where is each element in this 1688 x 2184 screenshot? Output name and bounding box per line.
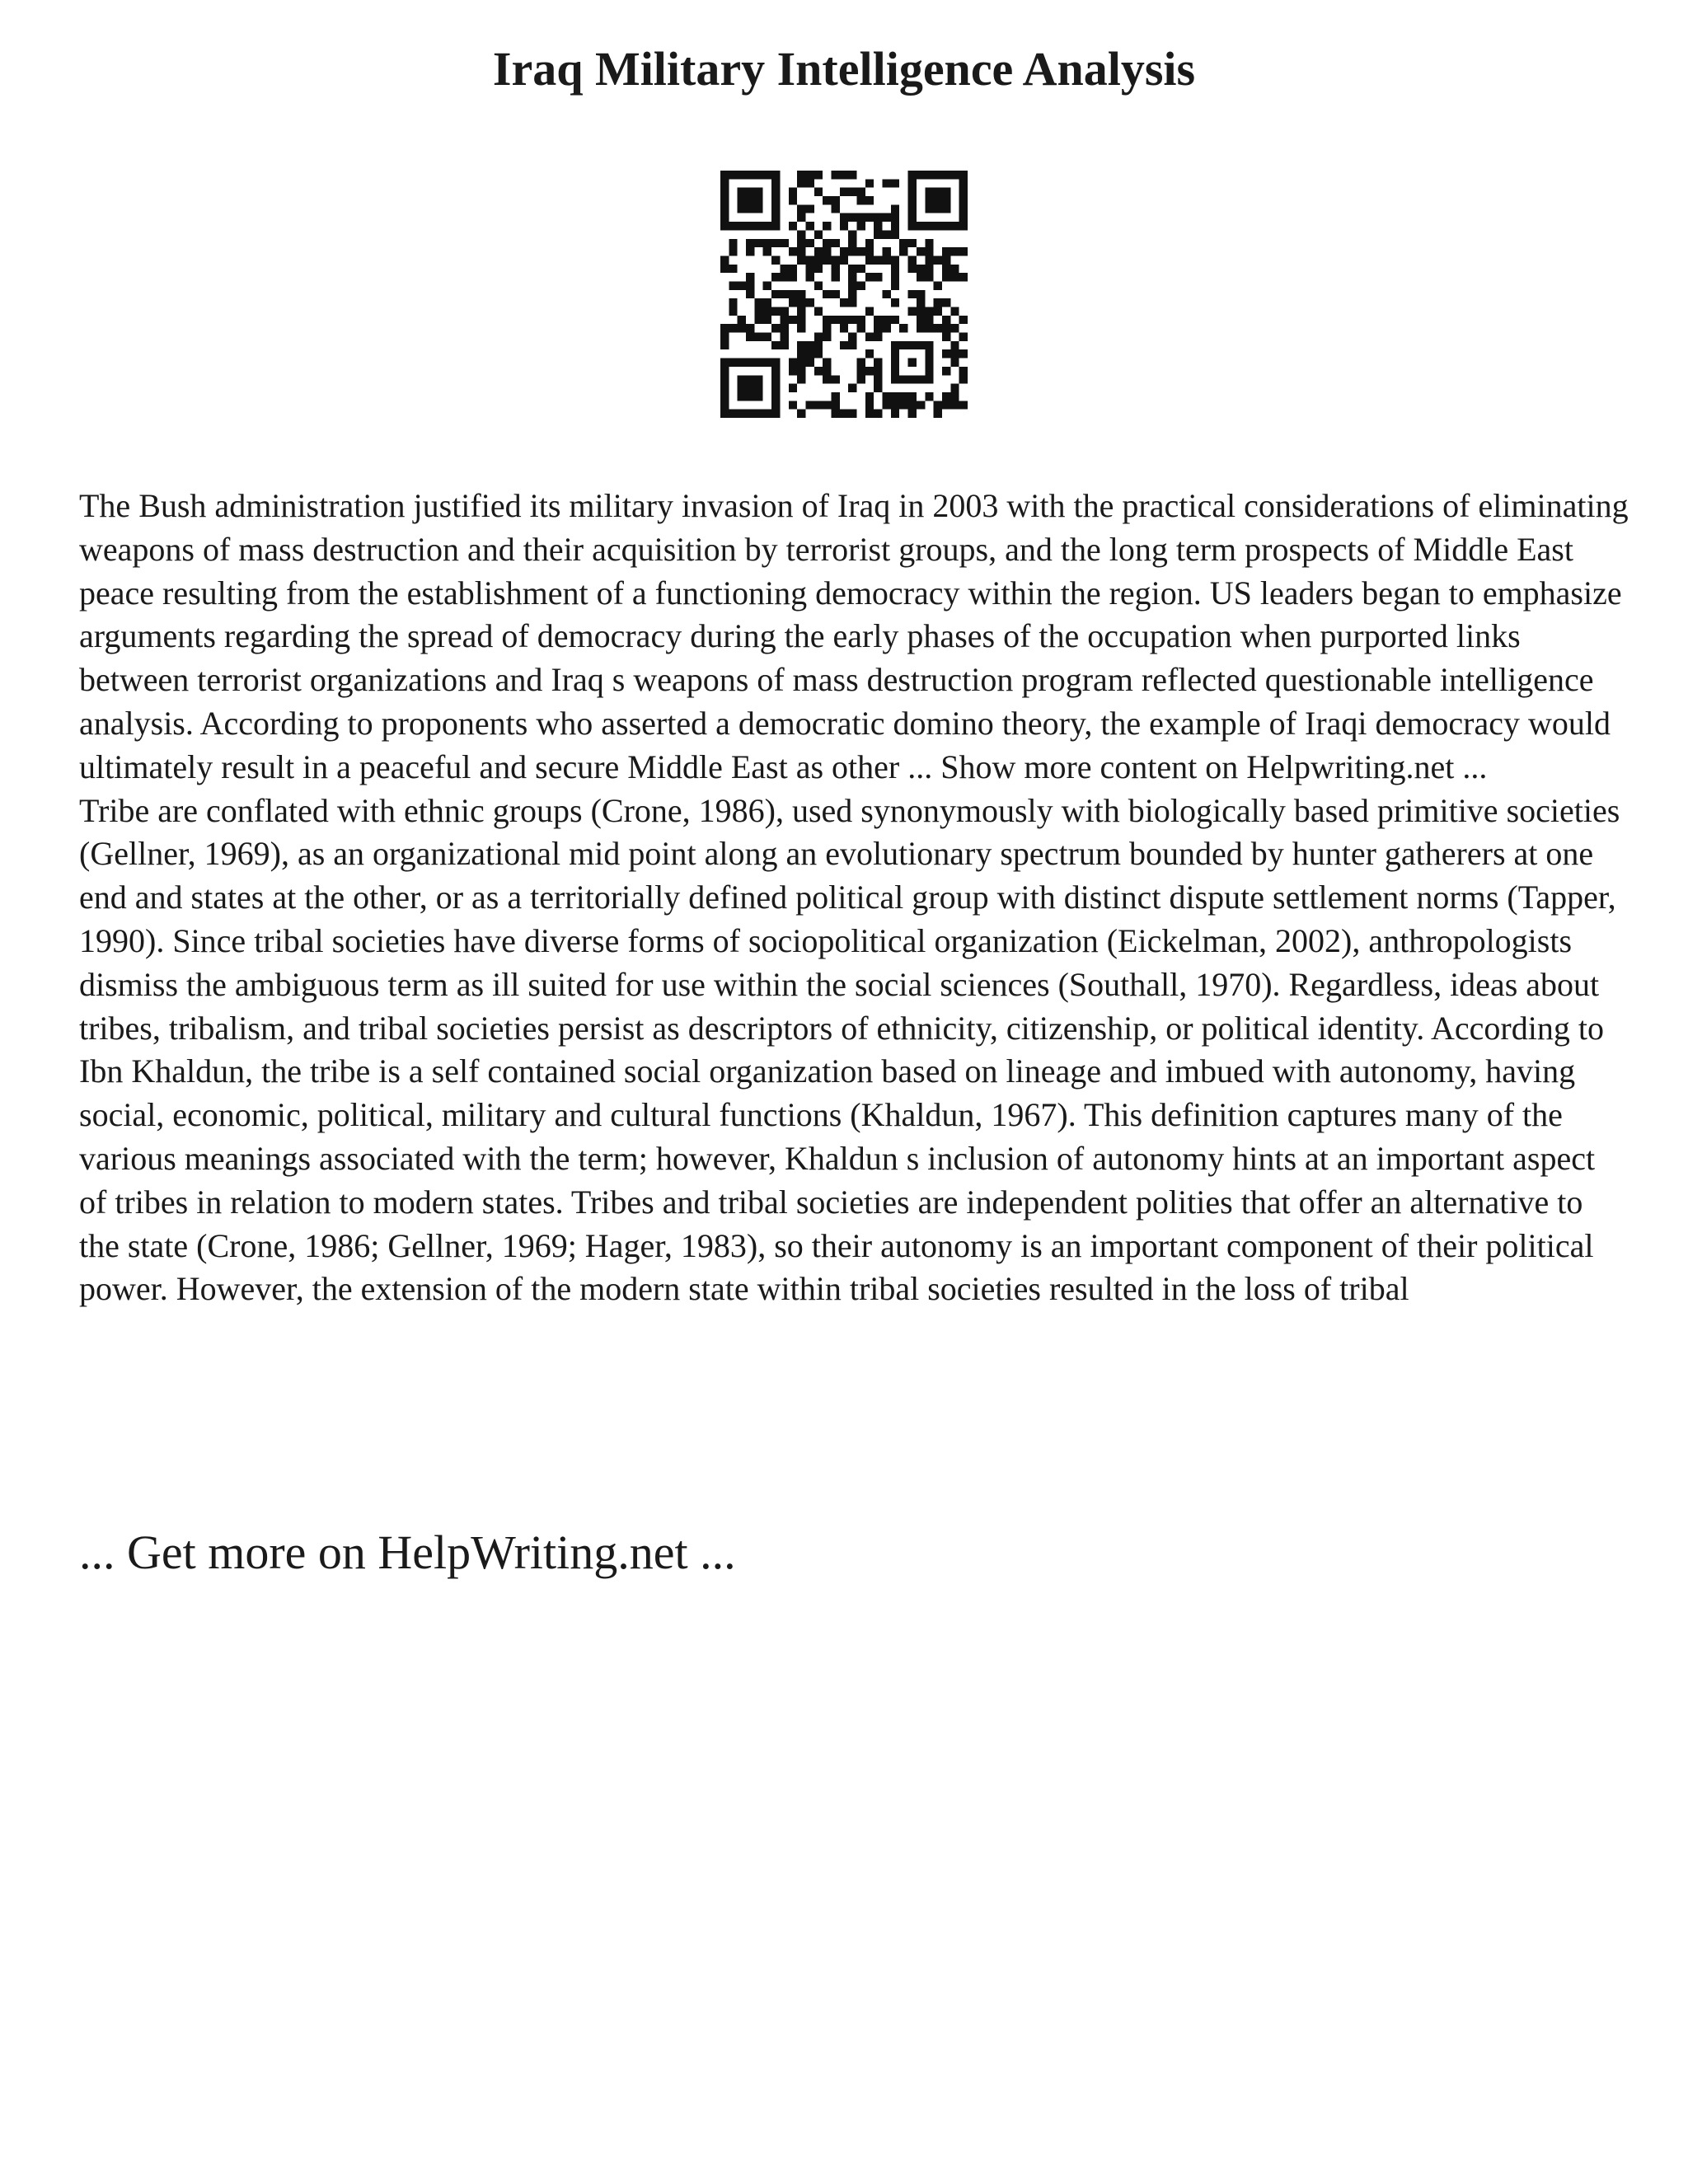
paragraph-1: The Bush administration justified its military invasion of Iraq in 2003 with the practical considerations of eliminating weapons of mass destruction and their acquisition by terrorist groups, and the long term prospects of Middle East peace resulting from the establishment of a functioning democracy within the region. US leaders began to emphasize arguments regarding the spread of democracy during the early phases of the occupation when purported links between terrorist organizations and Iraq s weapons of mass destruction program reflected questionable intelligence analysis. According to proponents who asserted a democratic domino theory, the example of Iraqi democracy would ultimately result in a peaceful and secure Middle East as other ... Show more content on Helpwriting.net ... <box>79 487 1629 785</box>
qr-code-icon <box>720 171 968 418</box>
paragraph-2: Tribe are conflated with ethnic groups (Crone, 1986), used synonymously with biologically based primitive societies (Gellner, 1969), as an organizational mid point along an evolutionary spectrum bounded by hunter gatherers at one end and states at the other, or as a territorially defined political group with distinct dispute settlement norms (Tapper, 1990). Since tribal societies have diverse forms of sociopolitical organization (Eickelman, 2002), anthropologists dismiss the ambiguous term as ill suited for use within the social sciences (Southall, 1970). Regardless, ideas about tribes, tribalism, and tribal societies persist as descriptors of ethnicity, citizenship, or political identity. According to Ibn Khaldun, the tribe is a self contained social organization based on lineage and imbued with autonomy, having social, economic, political, military and cultural functions (Khaldun, 1967). This definition captures many of the various meanings associated with the term; however, Khaldun s inclusion of autonomy hints at an important aspect of tribes in relation to modern states. Tribes and tribal societies are independent polities that offer an alternative to the state (Crone, 1986; Gellner, 1969; Hager, 1983), so their autonomy is an important component of their political power. However, the extension of the modern state within tribal societies resulted in the loss of tribal <box>79 791 1620 1308</box>
get-more-link[interactable]: ... Get more on HelpWriting.net ... <box>79 1526 736 1579</box>
qr-code-graphic <box>720 171 968 418</box>
page-title: Iraq Military Intelligence Analysis <box>492 42 1196 96</box>
article-body <box>79 485 1629 1311</box>
